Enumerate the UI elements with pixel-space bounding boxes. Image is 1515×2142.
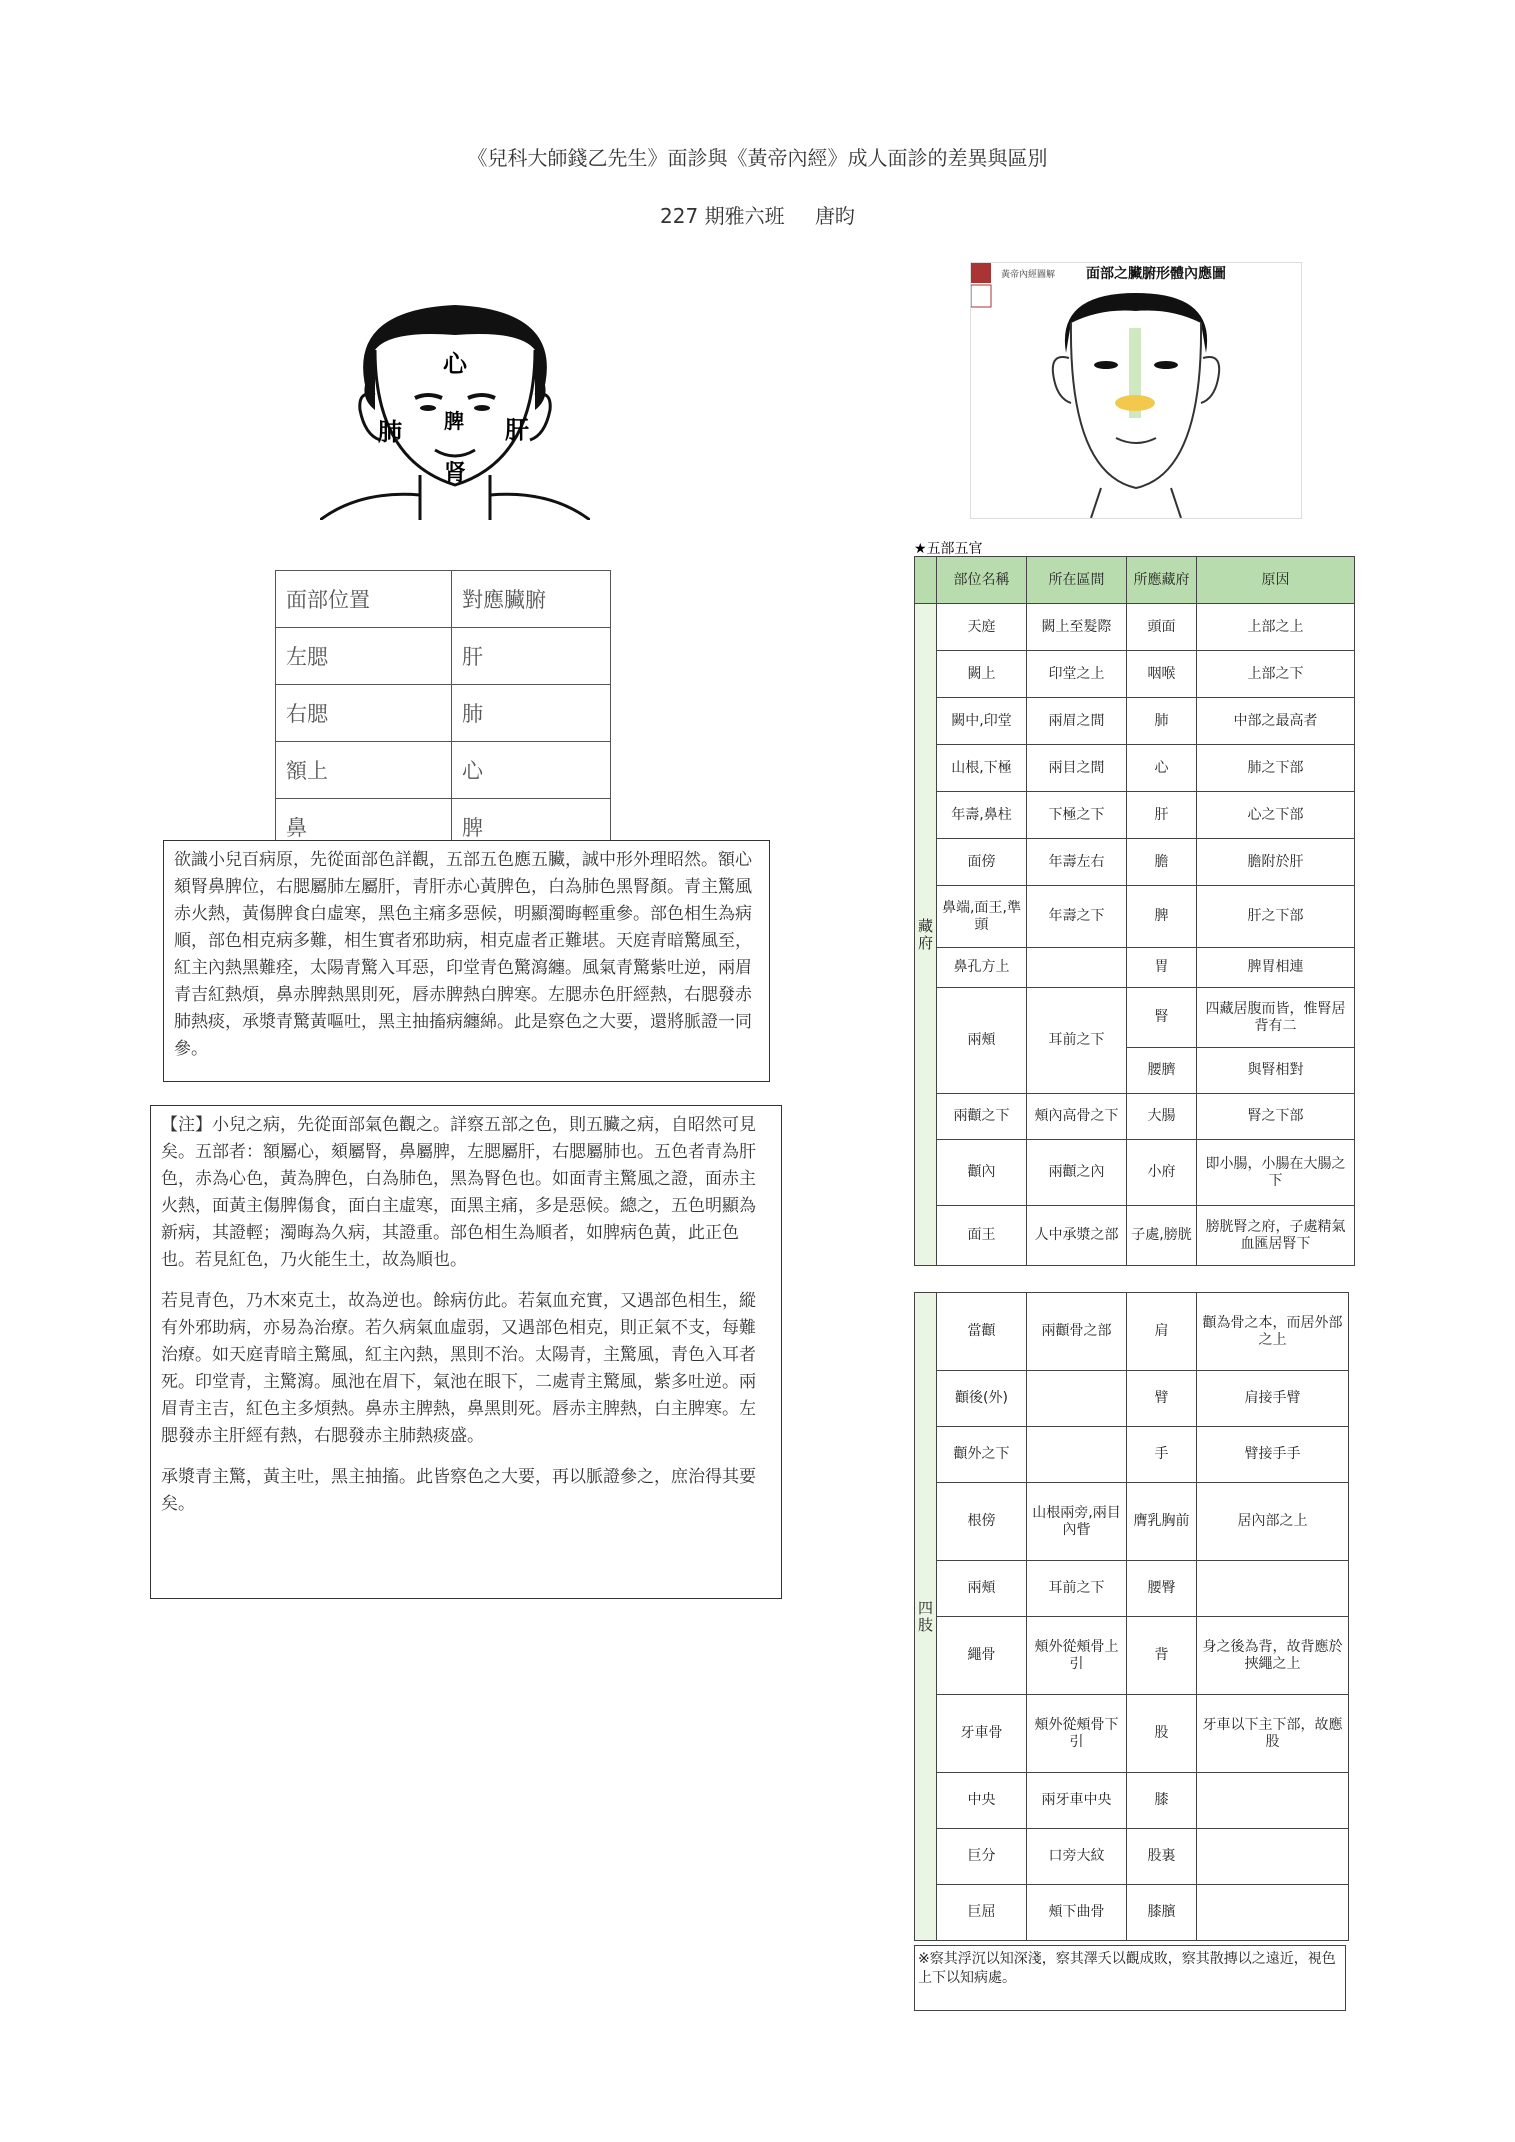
header-cell: 對應臟腑 (452, 571, 611, 628)
table-row (915, 948, 1355, 988)
table-cell: 兩顴骨之部 (1027, 1293, 1127, 1371)
table-cell: 印堂之上 (1027, 651, 1127, 698)
table-cell: 巨分 (937, 1829, 1027, 1885)
verse-box: 欲識小兒百病原，先從面部色詳觀，五部五色應五臟，誠中形外理昭然。額心頦腎鼻脾位，右腮屬肺左屬肝，青肝赤心黃脾色，白為肺色黑腎顏。青主驚風赤火熱，黃傷脾食白虛寒，黑色主痛多惡候，明顯濁晦輕重參。部色相生為病順，部色相克病多難，相生實者邪助病，相克虛者正難堪。天庭青暗驚風至，紅主內熱黑難痊，太陽青驚入耳惡，印堂青色驚瀉纏。風氣青驚紫吐逆，兩眉青吉紅熱煩，鼻赤脾熱黑則死，唇赤脾熱白脾寒。左腮赤色肝經熱，右腮發赤肺熱痰，承漿青驚黃嘔吐，黑主抽搐病纏綿。此是察色之大要，還將脈證一同參。 (163, 840, 770, 1082)
table-row (915, 1094, 1355, 1140)
table-cell: 背 (1127, 1617, 1197, 1695)
table-cell: 心之下部 (1197, 792, 1355, 839)
header-cell: 所應藏府 (1127, 557, 1197, 604)
author-label: 唐昀 (814, 204, 855, 228)
table-cell: 頰外從頰骨下引 (1027, 1695, 1127, 1773)
table-cell: 中央 (937, 1773, 1027, 1829)
table-row (915, 839, 1355, 886)
table-row (915, 1293, 1349, 1371)
header-cell (915, 557, 937, 604)
page-title: 《兒科大師錢乙先生》面診與《黃帝內經》成人面診的差異與區別 (467, 146, 1048, 170)
table-cell: 左腮 (276, 628, 452, 685)
table-row (915, 604, 1355, 651)
label-heart: 心 (443, 350, 467, 378)
table-cell: 闕上至髮際 (1027, 604, 1127, 651)
table-cell: 兩顴之下 (937, 1094, 1027, 1140)
table-cell: 天庭 (937, 604, 1027, 651)
group-label: 藏府 (915, 604, 937, 1266)
organ-table (914, 556, 1355, 1266)
table-row (915, 886, 1355, 948)
label-kidney: 肾 (444, 461, 467, 486)
table-cell: 當顴 (937, 1293, 1027, 1371)
table-cell: 年壽左右 (1027, 839, 1127, 886)
table-cell: 身之後為背，故背應於挾繩之上 (1197, 1617, 1349, 1695)
limb-table (914, 1292, 1349, 1941)
table-row (915, 1885, 1349, 1941)
table-cell: 膽附於肝 (1197, 839, 1355, 886)
label-liver: 肝 (505, 416, 529, 444)
table-cell: 四藏居腹而皆，惟腎居背有二 (1197, 988, 1355, 1048)
table-cell: 兩頰 (937, 1561, 1027, 1617)
table-cell: 顴外之下 (937, 1427, 1027, 1483)
table-header-row (276, 571, 611, 628)
table-cell: 兩顴之內 (1027, 1140, 1127, 1206)
table-note: ※察其浮沉以知深淺，察其澤夭以觀成敗，察其散摶以之遠近，視色上下以知病處。 (914, 1945, 1346, 2011)
face-diagram-right (970, 262, 1302, 519)
table-cell: 頭面 (1127, 604, 1197, 651)
table-row (915, 1773, 1349, 1829)
table-cell: 鼻 (276, 799, 452, 856)
header-cell: 原因 (1197, 557, 1355, 604)
table-cell: 上部之下 (1197, 651, 1355, 698)
table-cell: 口旁大紋 (1027, 1829, 1127, 1885)
table-cell: 心 (1127, 745, 1197, 792)
page-subtitle (0, 200, 1515, 229)
table-cell: 即小腸，小腸在大腸之下 (1197, 1140, 1355, 1206)
table-cell: 腎之下部 (1197, 1094, 1355, 1140)
table-row (915, 745, 1355, 792)
table-row (276, 628, 611, 685)
table-cell: 頰外從頰骨上引 (1027, 1617, 1127, 1695)
face-map-image (971, 263, 1301, 518)
table-cell: 大腸 (1127, 1094, 1197, 1140)
table-cell: 兩目之間 (1027, 745, 1127, 792)
table-title: ★五部五官 (914, 541, 983, 557)
face-organ-table (275, 570, 611, 856)
table-cell: 面傍 (937, 839, 1027, 886)
table-cell (1197, 1773, 1349, 1829)
group-label: 四肢 (915, 1293, 937, 1941)
table-header-row (915, 557, 1355, 604)
table-cell: 鼻端,面王,準頭 (937, 886, 1027, 948)
table-cell (1027, 1371, 1127, 1427)
table-cell: 腎 (1127, 988, 1197, 1048)
table-cell: 肩接手臂 (1197, 1371, 1349, 1427)
table-cell: 闕中,印堂 (937, 698, 1027, 745)
table-cell: 與腎相對 (1197, 1048, 1355, 1094)
table-cell: 手 (1127, 1427, 1197, 1483)
table-cell: 鼻孔方上 (937, 948, 1027, 988)
table-cell: 脾胃相連 (1197, 948, 1355, 988)
commentary-box (150, 1105, 782, 1599)
table-cell: 股裏 (1127, 1829, 1197, 1885)
table-cell (1197, 1885, 1349, 1941)
commentary-paragraph: 若見青色，乃木來克土，故為逆也。餘病仿此。若氣血充實，又遇部色相生，縱有外邪助病，亦易為治療。若久病氣血虛弱，又遇部色相克，則正氣不支，每難治療。如天庭青暗主驚風，紅主內熱，黑則不治。太陽青，主驚風，青色入耳者死。印堂青，主驚瀉。風池在眉下，氣池在眼下，二處青主驚風，紫多吐逆。兩眉青主吉，紅色主多煩熱。鼻赤主脾熱，鼻黑則死。唇赤主脾熱，白主脾寒。左腮發赤主肝經有熱，右腮發赤主肺熱痰盛。 (161, 1291, 756, 1446)
table-cell: 膺乳胸前 (1127, 1483, 1197, 1561)
table-cell: 脾 (452, 799, 611, 856)
table-cell: 膀胱腎之府，子處精氣血匯居腎下 (1197, 1206, 1355, 1266)
table-cell: 肺 (1127, 698, 1197, 745)
table-cell: 右腮 (276, 685, 452, 742)
table-cell: 膝臏 (1127, 1885, 1197, 1941)
table-cell: 耳前之下 (1027, 988, 1127, 1094)
table-cell: 腰臀 (1127, 1561, 1197, 1617)
table-cell: 股 (1127, 1695, 1197, 1773)
table-cell: 心 (452, 742, 611, 799)
table-cell (1197, 1829, 1349, 1885)
table-cell (1027, 1427, 1127, 1483)
table-cell: 人中承漿之部 (1027, 1206, 1127, 1266)
table-row (915, 698, 1355, 745)
table-cell: 中部之最高者 (1197, 698, 1355, 745)
header-cell: 面部位置 (276, 571, 452, 628)
table-cell: 膽 (1127, 839, 1197, 886)
table-cell: 臂 (1127, 1371, 1197, 1427)
table-cell: 根傍 (937, 1483, 1027, 1561)
table-cell: 面王 (937, 1206, 1027, 1266)
table-row (915, 1206, 1355, 1266)
table-cell: 頰下曲骨 (1027, 1885, 1127, 1941)
table-cell: 胃 (1127, 948, 1197, 988)
table-cell: 兩牙車中央 (1027, 1773, 1127, 1829)
table-row (276, 742, 611, 799)
table-cell: 年壽,鼻柱 (937, 792, 1027, 839)
table-cell: 腰臍 (1127, 1048, 1197, 1094)
table-cell: 肺之下部 (1197, 745, 1355, 792)
table-cell: 顴為骨之本，而居外部之上 (1197, 1293, 1349, 1371)
header-cell: 所在區間 (1027, 557, 1127, 604)
table-cell: 咽喉 (1127, 651, 1197, 698)
table-row (915, 988, 1355, 1048)
table-cell: 顴內 (937, 1140, 1027, 1206)
header-cell: 部位名稱 (937, 557, 1027, 604)
table-cell: 繩骨 (937, 1617, 1027, 1695)
diagram-caption: 面部之臟腑形體內應圖 (1086, 266, 1226, 282)
table-cell: 兩頰 (937, 988, 1027, 1094)
table-cell (1197, 1561, 1349, 1617)
commentary-paragraph: 承漿青主驚，黃主吐，黑主抽搐。此皆察色之大要，再以脈證參之，庶治得其要矣。 (161, 1467, 756, 1514)
table-row (915, 1829, 1349, 1885)
table-row (915, 1561, 1349, 1617)
table-row (915, 1427, 1349, 1483)
table-cell: 肝 (452, 628, 611, 685)
table-cell: 山根,下極 (937, 745, 1027, 792)
label-lung: 肺 (378, 418, 402, 446)
table-cell: 巨屈 (937, 1885, 1027, 1941)
table-cell: 山根兩旁,兩目內眥 (1027, 1483, 1127, 1561)
table-row (915, 1371, 1349, 1427)
table-cell: 上部之上 (1197, 604, 1355, 651)
table-cell: 肺 (452, 685, 611, 742)
class-label: 227 期雅六班 (660, 204, 785, 228)
series-label: 黃帝內經圖解 (1001, 270, 1056, 280)
table-cell: 額上 (276, 742, 452, 799)
table-cell: 膝 (1127, 1773, 1197, 1829)
table-cell: 肝之下部 (1197, 886, 1355, 948)
table-row (915, 1695, 1349, 1773)
table-cell: 肝 (1127, 792, 1197, 839)
table-cell: 下極之下 (1027, 792, 1127, 839)
table-row (915, 1140, 1355, 1206)
label-spleen: 脾 (444, 409, 464, 433)
table-cell: 牙車骨 (937, 1695, 1027, 1773)
table-cell: 子處,膀胱 (1127, 1206, 1197, 1266)
table-cell: 闕上 (937, 651, 1027, 698)
table-cell: 臂接手手 (1197, 1427, 1349, 1483)
table-cell: 脾 (1127, 886, 1197, 948)
table-row (915, 1483, 1349, 1561)
table-cell: 肩 (1127, 1293, 1197, 1371)
table-cell (1027, 948, 1127, 988)
table-cell: 耳前之下 (1027, 1561, 1127, 1617)
table-row (915, 651, 1355, 698)
table-cell: 小府 (1127, 1140, 1197, 1206)
table-cell: 兩眉之間 (1027, 698, 1127, 745)
face-diagram-left (320, 290, 590, 520)
table-cell: 年壽之下 (1027, 886, 1127, 948)
table-row (915, 1617, 1349, 1695)
commentary-paragraph: 【注】小兒之病，先從面部氣色觀之。詳察五部之色，則五臟之病，自昭然可見矣。五部者：額屬心，頦屬腎，鼻屬脾，左腮屬肝，右腮屬肺也。五色者青為肝色，赤為心色，黃為脾色，白為肺色，黑為腎色也。如面青主驚風之證，面赤主火熱，面黃主傷脾傷食，面白主虛寒，面黑主痛，多是惡候。總之，五色明顯為新病，其證輕；濁晦為久病，其證重。部色相生為順者，如脾病色黃，此正色也。若見紅色，乃火能生土，故為順也。 (161, 1115, 756, 1270)
table-cell: 顴後(外) (937, 1371, 1027, 1427)
table-row (915, 792, 1355, 839)
table-cell: 牙車以下主下部，故應股 (1197, 1695, 1349, 1773)
table-cell: 居內部之上 (1197, 1483, 1349, 1561)
table-row (276, 685, 611, 742)
table-cell: 頰內高骨之下 (1027, 1094, 1127, 1140)
